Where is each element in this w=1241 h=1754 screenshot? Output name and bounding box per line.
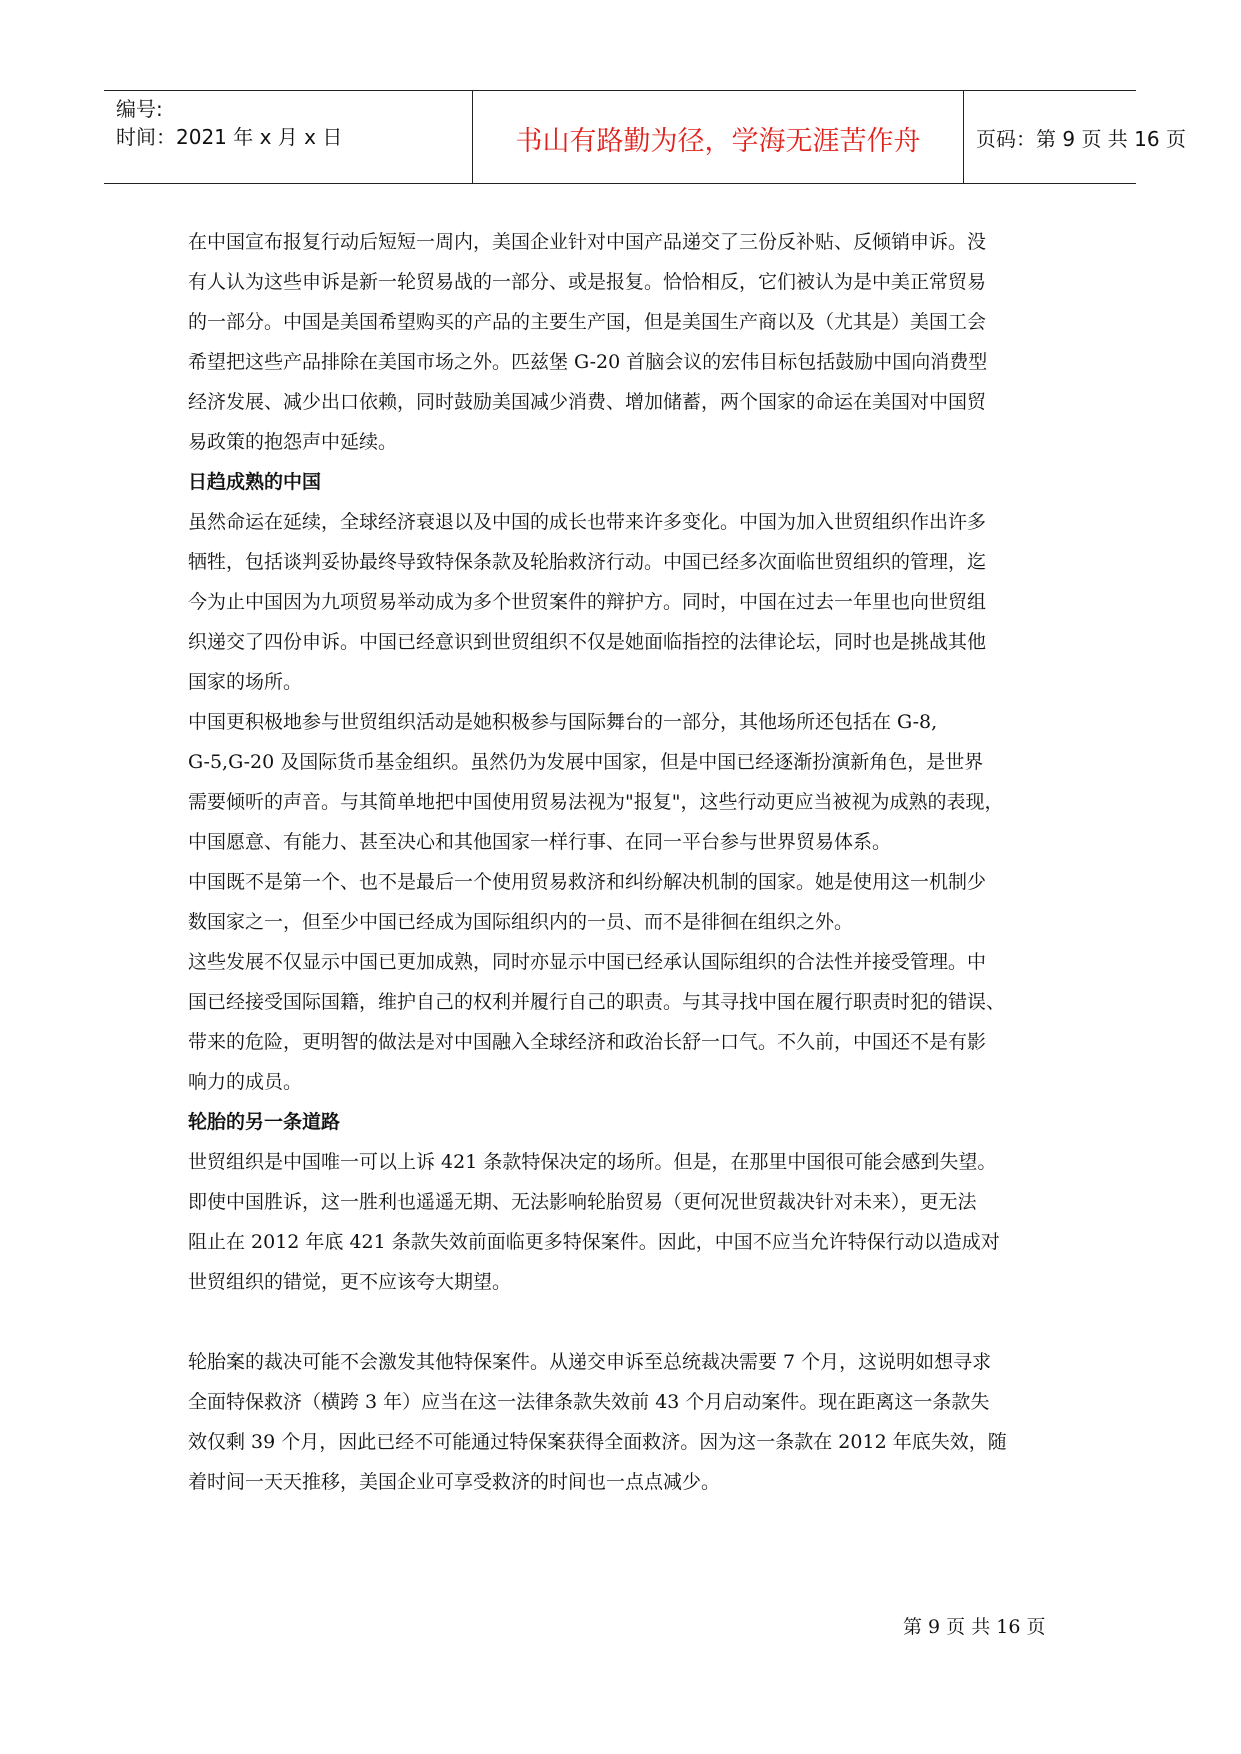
- page-header: [104, 90, 1186, 184]
- text-line: 希望把这些产品排除在美国市场之外。匹兹堡 G-20 首脑会议的宏伟目标包括鼓励中国向消费型: [188, 351, 988, 373]
- document-time-label: 时间：2021 年 x 月 x 日: [116, 125, 343, 149]
- header-page-code: 页码：第 9 页 共 16 页: [976, 127, 1186, 151]
- document-number-label: 编号:: [116, 97, 163, 121]
- paragraph-6: [188, 1142, 1053, 1302]
- page-footer-number: 第 9 页 共 16 页: [903, 1616, 1046, 1638]
- text-line: 易政策的抱怨声中延续。: [188, 431, 398, 453]
- text-line: 需要倾听的声音。与其简单地把中国使用贸易法视为"报复"，这些行动更应当被视为成熟的表现，: [188, 791, 1004, 813]
- paragraph-3: [188, 702, 1053, 862]
- text-line: 国已经接受国际国籍，维护自己的权利并履行自己的职责。与其寻找中国在履行职责时犯的错误、: [188, 991, 1006, 1013]
- section-heading: 轮胎的另一条道路: [188, 1111, 341, 1133]
- text-line: 响力的成员。: [188, 1071, 303, 1093]
- header-page-cell: [964, 91, 1186, 183]
- text-line: 中国既不是第一个、也不是最后一个使用贸易救济和纠纷解决机制的国家。她是使用这一机制少: [188, 871, 987, 893]
- text-line: 效仅剩 39 个月，因此已经不可能通过特保案获得全面救济。因为这一条款在 2012 年底失效，随: [188, 1431, 1007, 1453]
- text-line: 在中国宣布报复行动后短短一周内，美国企业针对中国产品递交了三份反补贴、反倾销申诉。没: [188, 231, 987, 253]
- text-line: 虽然命运在延续，全球经济衰退以及中国的成长也带来许多变化。中国为加入世贸组织作出许多: [188, 511, 987, 533]
- text-line: 的一部分。中国是美国希望购买的产品的主要生产国，但是美国生产商以及（尤其是）美国工会: [188, 311, 987, 333]
- text-line: 世贸组织是中国唯一可以上诉 421 条款特保决定的场所。但是，在那里中国很可能会感到失望。: [188, 1151, 997, 1173]
- text-line: 阻止在 2012 年底 421 条款失效前面临更多特保案件。因此，中国不应当允许特保行动以造成对: [188, 1231, 1000, 1253]
- paragraph-5: [188, 942, 1053, 1102]
- text-line: 轮胎案的裁决可能不会激发其他特保案件。从递交申诉至总统裁决需要 7 个月，这说明如想寻求: [188, 1351, 992, 1373]
- header-motto: 书山有路勤为径，学海无涯苦作舟: [515, 126, 921, 157]
- text-line: 带来的危险，更明智的做法是对中国融入全球经济和政治长舒一口气。不久前，中国还不是有影: [188, 1031, 987, 1053]
- text-line: 全面特保救济（横跨 3 年）应当在这一法律条款失效前 43 个月启动案件。现在距离这一条款失: [188, 1391, 990, 1413]
- text-line: 有人认为这些申诉是新一轮贸易战的一部分、或是报复。恰恰相反，它们被认为是中美正常贸易: [188, 271, 987, 293]
- paragraph-4: [188, 862, 1053, 942]
- text-line: 即使中国胜诉，这一胜利也遥遥无期、无法影响轮胎贸易（更何况世贸裁决针对未来），更无法: [188, 1191, 977, 1213]
- text-line: 中国愿意、有能力、甚至决心和其他国家一样行事、在同一平台参与世界贸易体系。: [188, 831, 892, 853]
- text-line: G-5,G-20 及国际货币基金组织。虽然仍为发展中国家，但是中国已经逐渐扮演新角色，是世界: [188, 751, 984, 773]
- paragraph-spacer: [188, 1302, 1053, 1342]
- text-line: 国家的场所。: [188, 671, 303, 693]
- text-line: 中国更积极地参与世贸组织活动是她积极参与国际舞台的一部分，其他场所还包括在 G-8,: [188, 711, 938, 733]
- text-line: 世贸组织的错觉，更不应该夸大期望。: [188, 1271, 512, 1293]
- text-line: 牺牲，包括谈判妥协最终导致特保条款及轮胎救济行动。中国已经多次面临世贸组织的管理，迄: [188, 551, 987, 573]
- paragraph-7: [188, 1342, 1053, 1502]
- paragraph-1: [188, 222, 1053, 462]
- header-info: [116, 91, 472, 183]
- text-line: 织递交了四份申诉。中国已经意识到世贸组织不仅是她面临指控的法律论坛，同时也是挑战其他: [188, 631, 987, 653]
- section-heading: 日趋成熟的中国: [188, 471, 322, 493]
- paragraph-2: [188, 502, 1053, 702]
- text-line: 这些发展不仅显示中国已更加成熟，同时亦显示中国已经承认国际组织的合法性并接受管理。中: [188, 951, 987, 973]
- header-motto-cell: [472, 91, 964, 183]
- text-line: 数国家之一，但至少中国已经成为国际组织内的一员、而不是徘徊在组织之外。: [188, 911, 854, 933]
- text-line: 经济发展、减少出口依赖，同时鼓励美国减少消费、增加储蓄，两个国家的命运在美国对中国贸: [188, 391, 987, 413]
- document-body: [188, 222, 1053, 1502]
- text-line: 今为止中国因为九项贸易举动成为多个世贸案件的辩护方。同时，中国在过去一年里也向世贸组: [188, 591, 987, 613]
- text-line: 着时间一天天推移，美国企业可享受救济的时间也一点点减少。: [188, 1471, 721, 1493]
